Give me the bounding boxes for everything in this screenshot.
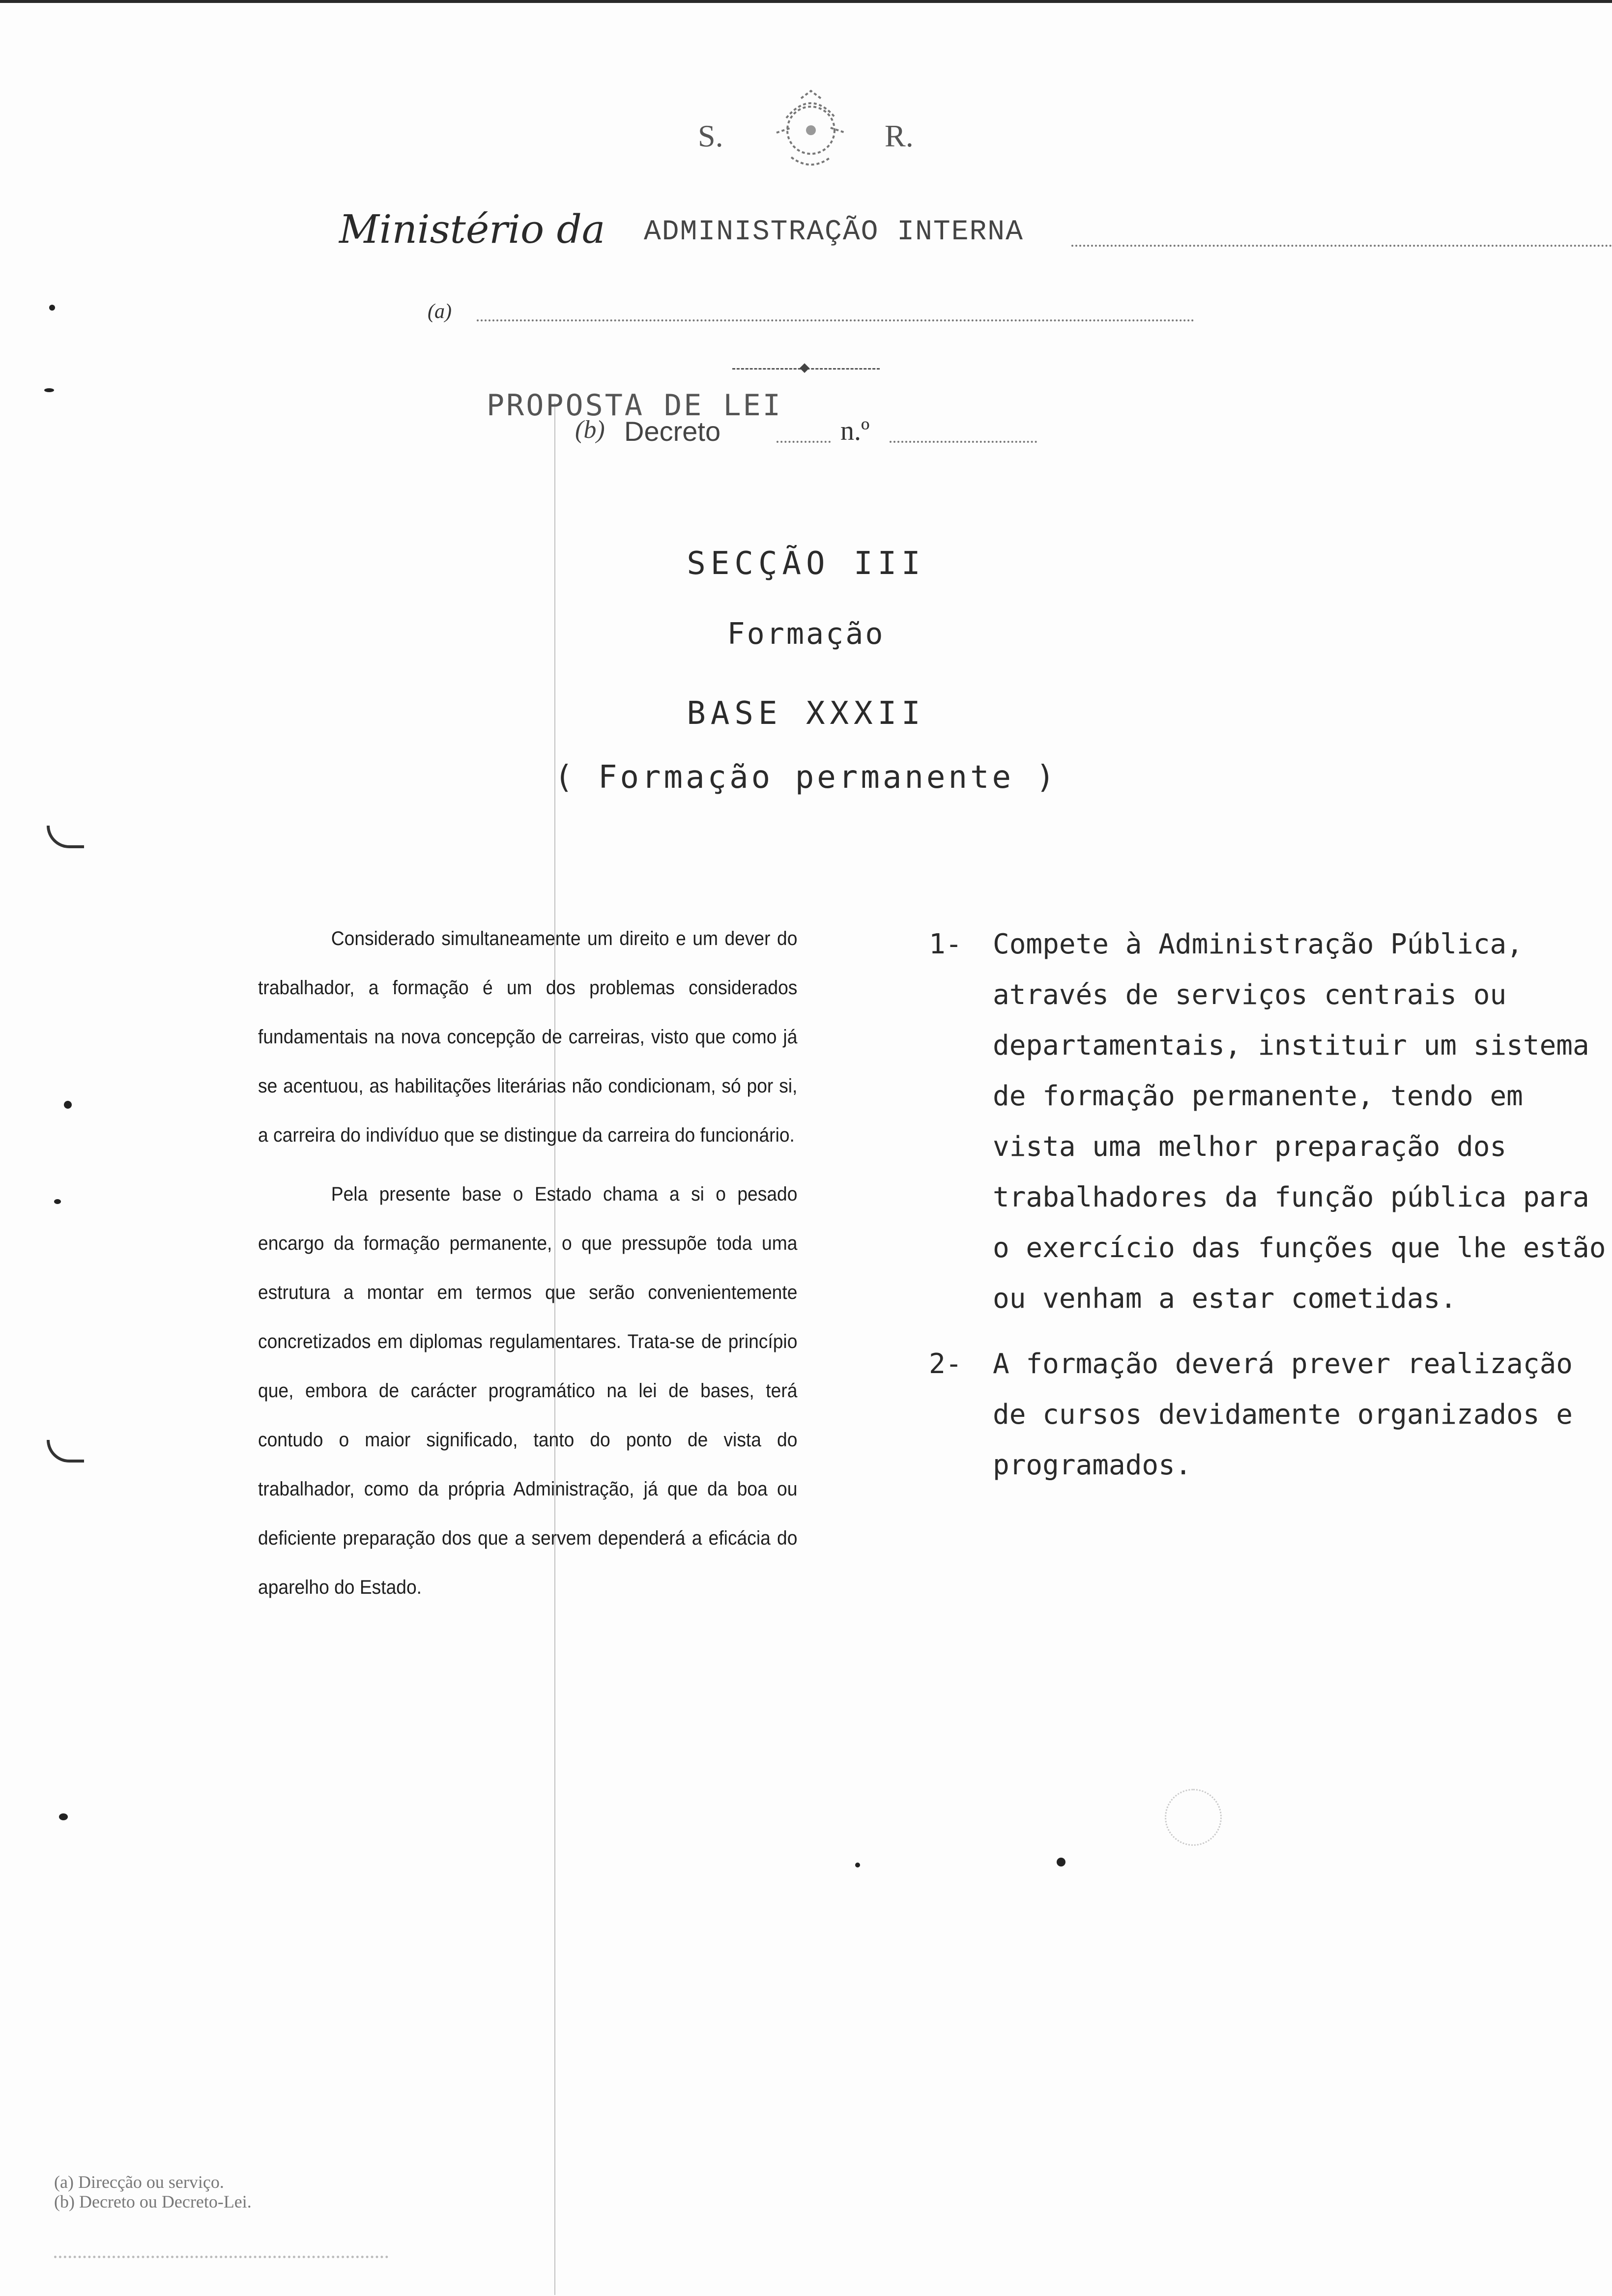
article-item [929,1339,1607,1491]
letterhead-right-letter: R. [885,118,914,153]
service-line [428,300,1194,329]
ministry-line [339,206,1273,256]
decree-prefix: (b) [575,416,605,444]
scan-speck [1057,1858,1065,1866]
decree-line [575,415,1037,455]
justification-paragraph: Pela presente base o Estado chama a si o pesado encargo da formação permanente, o que pressupõe toda uma estrutura a montar em termos que serão convenientemente concretizados em diplomas regulamentares. Trata-se de princípio que, embora de carácter programático na lei de bases, terá contudo o maior significado, tanto do ponto de vista do trabalhador, como da própria Administração, já que da boa ou deficiente preparação dos que a servem dependerá a eficácia do aparelho do Estado. [258,1183,798,1598]
article-number: 2- [929,1348,962,1380]
section-heading: SECÇÃO III [687,545,925,582]
article-text: Compete à Administração Pública, através de serviços centrais ou departamentais, instituir um sistema de formação permanente, tendo em vista uma melhor preparação dos trabalhadores da função pública para o exercício das funções que lhe estão ou venham a estar cometidas. [993,928,1606,1315]
letterhead-left-letter: S. [698,118,723,153]
ministry-name: ADMINISTRAÇÃO INTERNA [644,216,1024,248]
base-heading: BASE XXXII [687,695,925,732]
ministry-label: Ministério da [339,206,605,252]
section-title: Formação [727,617,885,651]
scan-speck [59,1813,68,1820]
footnotes [54,2172,252,2211]
proposal-title: PROPOSTA DE LEI [487,388,782,423]
decree-dotted-line [777,441,831,443]
article-number: 1- [929,928,962,960]
justification-column [258,914,797,1622]
scan-speck [49,305,55,311]
base-title: ( Formação permanente ) [554,759,1058,796]
article-text: A formação deverá prever realização de cursos devidamente organizados e programados. [993,1348,1573,1481]
punch-hole-mark [47,1440,84,1463]
service-label: (a) [428,300,452,323]
articles-column [929,919,1607,1495]
scan-speck [44,388,54,392]
coat-of-arms-icon [757,88,865,177]
divider-ornament [732,364,880,373]
decree-number-dotted-line [890,441,1037,443]
decree-number-label: n.º [840,416,870,446]
footnote-b: (b) Decreto ou Decreto-Lei. [54,2192,252,2211]
letterhead [0,88,1612,197]
scan-speck [64,1101,72,1109]
article-item [929,919,1607,1324]
service-dotted-line [477,319,1194,321]
ministry-dotted-line [1071,245,1612,247]
faint-stamp-mark [1165,1789,1222,1846]
scan-speck [54,1199,61,1204]
scan-speck [855,1863,860,1867]
footnote-a: (a) Direcção ou serviço. [54,2172,224,2192]
top-edge-rule [0,0,1612,3]
justification-paragraph: Considerado simultaneamente um direito e um dever do trabalhador, a formação é um dos problemas considerados fundamentais na nova concepção de carreiras, visto que como já se acentuou, as habilitações literárias não condicionam, só por si, a carreira do indivíduo que se distingue da carreira do funcionário. [258,928,798,1146]
punch-hole-mark [47,826,84,848]
printer-note-faded [54,2256,388,2258]
decree-word: Decreto [624,416,721,447]
